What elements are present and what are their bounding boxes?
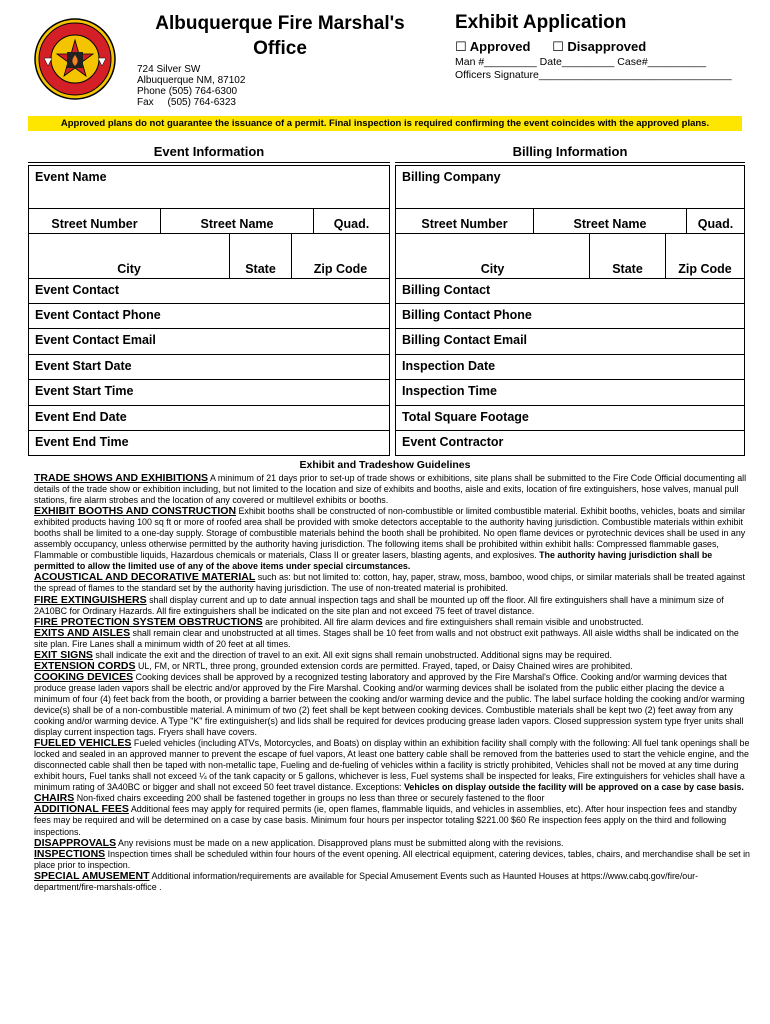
guideline-paragraph [34, 738, 754, 793]
event-start-date-field[interactable] [28, 354, 390, 380]
guideline-heading: EXITS AND AISLES [34, 626, 131, 639]
event-city-field[interactable] [28, 233, 230, 279]
officer-signature-row: Officers Signature_________________________________ [455, 69, 732, 81]
guidelines-body [34, 473, 754, 893]
event-contact-field[interactable] [28, 278, 390, 304]
field-label: Event Name [35, 170, 107, 184]
event-contact-phone-field[interactable] [28, 303, 390, 329]
event-end-time-field[interactable] [28, 430, 390, 456]
permit-notice: Approved plans do not guarantee the issuance of a permit. Final inspection is required confirming the event coincides with the approved plans. [28, 116, 742, 131]
address-line: 724 Silver SW [137, 64, 201, 75]
guideline-heading: INSPECTIONS [34, 847, 106, 860]
event-quad-field[interactable] [313, 208, 390, 234]
guideline-paragraph [34, 473, 754, 506]
application-title: Exhibit Application [455, 12, 627, 33]
field-label: State [612, 262, 643, 276]
guideline-emphasis: Vehicles on display outside the facility will be approved on a case by case basis. [404, 782, 744, 793]
field-label: Event End Time [35, 435, 129, 449]
field-label: City [117, 262, 141, 276]
billing-contact-phone-field[interactable] [395, 303, 745, 329]
guideline-paragraph [34, 572, 754, 594]
event-zip-field[interactable] [291, 233, 390, 279]
billing-street-number-field[interactable] [395, 208, 534, 234]
guideline-text: shall display current and up to date annual inspection tags and shall be mounted up off the floor. All fire extinguishers shall have a minimum size of 2A10BC for Ordinary Hazards. All fire extinguishers shall be indicated on the site plan and not exceed 75 feet of travel distance. [34, 594, 724, 616]
billing-zip-field[interactable] [665, 233, 745, 279]
guideline-text: such as: but not limited to: cotton, hay, paper, straw, moss, bamboo, wood chips, or similar materials shall be treated against the spread of flames to the standard set by the authority having jurisdiction. The use of non-treated material is prohibited. [34, 572, 745, 594]
guideline-text: Cooking devices shall be approved by a recognized testing laboratory and approved by the Fire Marshal's Office. Cooking and/or warming devices that produce grease laden vapors shall be electric and/or approved by the Fire Marshal. Cooking and/or warming devices shall be isolated from the public either placing the device a minimum of four (4) feet back from the booth, or providing a barrier between the cooking and/or warming device and the public. The label surface holding the cooking and/or warming device(s) shall be of a non-combustible material. A minimum of two (2) feet shall be kept between cooking devices. Combustible materials shall be kept two (2) feet away from any cooking and/or warming device. A Type "K" fire extinguisher(s) and lids shall be required for devices producing grease laden vapors. Closed suppression system type fryer units shall display current inspection tags. Fryers shall have covers. [34, 671, 745, 738]
guideline-paragraph [34, 617, 754, 628]
field-label: Quad. [333, 217, 370, 231]
guideline-heading: EXTENSION CORDS [34, 659, 136, 672]
field-label: Billing Company [402, 170, 501, 184]
guideline-paragraph [34, 595, 754, 617]
field-label: State [245, 262, 276, 276]
guideline-paragraph [34, 849, 754, 871]
field-label: Street Name [573, 217, 647, 231]
billing-company-field[interactable] [395, 165, 745, 209]
guideline-text: Non-fixed chairs exceeding 200 shall be fastened together in groups no less than three or securely fastened to the floor [74, 793, 545, 804]
event-start-time-field[interactable] [28, 379, 390, 406]
field-label: Billing Contact Phone [402, 308, 532, 322]
field-label: Event Start Date [35, 359, 132, 373]
guideline-paragraph [34, 793, 754, 804]
approved-label: Approved [469, 39, 531, 54]
field-label: Zip Code [678, 262, 732, 276]
event-contact-email-field[interactable] [28, 328, 390, 355]
guideline-text: UL, FM, or NRTL, three prong, grounded extension cords are permitted. Frayed, taped, or Daisy Chained wires are prohibited. [135, 660, 633, 671]
guideline-paragraph [34, 838, 754, 849]
approval-row [455, 39, 646, 55]
guideline-heading: SPECIAL AMUSEMENT [34, 869, 150, 882]
guideline-heading: EXIT SIGNS [34, 648, 93, 661]
guideline-paragraph [34, 661, 754, 672]
guideline-heading: ACOUSTICAL AND DECORATIVE MATERIAL [34, 571, 256, 584]
field-label: Billing Contact [402, 283, 491, 297]
guidelines-title: Exhibit and Tradeshow Guidelines [299, 459, 471, 471]
fax-line: Fax (505) 764-6323 [137, 97, 236, 108]
guideline-heading: EXHIBIT BOOTHS AND CONSTRUCTION [34, 505, 237, 518]
field-label: Event Contact Email [35, 333, 156, 347]
office-title: Albuquerque Fire Marshal's Office [155, 13, 405, 59]
billing-state-field[interactable] [589, 233, 666, 279]
guideline-emphasis: The authority having jurisdiction shall be permitted to allow the limited use of any of the above items under special circumstances. [34, 550, 713, 572]
guideline-paragraph [34, 628, 754, 650]
guideline-text: Exhibit booths shall be constructed of non-combustible or limited combustible material. Exhibit booths, vehicles, boats and similar exhibited products having 100 sq ft or more of roofed area shall be provided with smoke detectors acceptable to the authority having jurisdiction. Combustible materials within exhibit booths shall be limited to a one-day supply. Storage of combustible materials behind the booth shall be prohibited. No open flame devices or pyrotechnic devices shall be used in any assembly occupancy, unless otherwise permitted by the authority having jurisdiction. The following items shall be prohibited within exhibit halls: Compressed flammable gases, Flammable or combustible liquids, Hazardous chemicals or materials, Class II or greater lasers, blasting agents, and explosives. [34, 506, 746, 561]
billing-contact-email-field[interactable] [395, 328, 745, 355]
field-label: Quad. [697, 217, 734, 231]
office-address [137, 64, 245, 108]
guideline-paragraph [34, 672, 754, 738]
billing-city-field[interactable] [395, 233, 590, 279]
event-info-heading: Event Information [28, 142, 390, 163]
event-end-date-field[interactable] [28, 405, 390, 431]
inspection-time-field[interactable] [395, 379, 745, 406]
disapproved-label: Disapproved [567, 39, 647, 54]
fire-marshal-logo [34, 18, 116, 100]
guideline-paragraph [34, 871, 754, 893]
field-label: Street Name [200, 217, 274, 231]
field-label: Event Contact Phone [35, 308, 161, 322]
guideline-text: are prohibited. All fire alarm devices and fire extinguishers shall remain visible and unobstructed. [262, 616, 644, 627]
guideline-heading: ADDITIONAL FEES [34, 803, 129, 816]
field-label: Event End Date [35, 410, 127, 424]
guideline-text: A minimum of 21 days prior to set-up of trade shows or exhibitions, site plans shall be submitted to the Fire Code Official documenting all details of the trade show or exhibition including, but not limited to the location and size of exhibits and booths, aisle and exits, location of fire extinguishers, hose valves, manual pull stations, fire alarm strobes and the location of any covered or multilevel exhibits or booths. [34, 473, 747, 506]
guideline-paragraph [34, 804, 754, 837]
guideline-text: Inspection times shall be scheduled within four hours of the event opening. All electrical equipment, catering devices, tables, chairs, and merchandise shall be set in place prior to inspection. [34, 848, 750, 870]
event-name-field[interactable] [28, 165, 390, 209]
man-date-case-row: Man #_________ Date_________ Case#__________ [455, 56, 707, 68]
guideline-text: shall remain clear and unobstructed at all times. Stages shall be 10 feet from walls and not obstruct exit pathways. All aisle widths shall be indicated on the site plan. Fire Lanes shall a minimum width of 20 feet at all times. [34, 627, 739, 649]
inspection-date-field[interactable] [395, 354, 745, 380]
field-label: Event Contractor [402, 435, 504, 449]
phone-line: Phone (505) 764-6300 [137, 86, 238, 97]
total-square-footage-field[interactable] [395, 405, 745, 431]
guideline-heading: FIRE EXTINGUISHERS [34, 593, 147, 606]
guideline-heading: DISAPPROVALS [34, 836, 117, 849]
billing-contact-field[interactable] [395, 278, 745, 304]
field-label: Zip Code [313, 262, 368, 276]
disapproved-checkbox[interactable]: ☐ [552, 39, 568, 54]
event-street-name-field[interactable] [160, 208, 314, 234]
billing-info-heading: Billing Information [395, 142, 745, 163]
field-label: Street Number [421, 217, 508, 231]
event-street-number-field[interactable] [28, 208, 161, 234]
field-label: Event Contact [35, 283, 120, 297]
field-label: Street Number [51, 217, 138, 231]
field-label: Event Start Time [35, 384, 134, 398]
field-label: City [480, 262, 505, 276]
guideline-heading: COOKING DEVICES [34, 670, 134, 683]
guideline-text: Fueled vehicles (including ATVs, Motorcycles, and Boats) on display within an exhibition facility shall comply with the following: All fuel tank openings shall be locked and sealed in an approved manner to prevent the escape of fuel vapors, At least one battery cable shall be removed from the batteries used to start the vehicle engine, and the disconnected cable shall then be taped with non-metallic tape, Fueling and de-fueling of vehicles within a facility is strictly prohibited, Vehicles shall not be moved at any time during exhibit hours, Fuel tanks shall not exceed ¼ of the tank capacity or 5 gallons, whichever is less, Fuel systems shall be inspected for leaks, Fire extinguishers for vehicles shall have a minimum rating of 3A40BC or bigger and shall not exceed 50 feet travel distance. Exceptions: [34, 738, 750, 793]
event-state-field[interactable] [229, 233, 292, 279]
guideline-paragraph [34, 506, 754, 572]
field-label: Total Square Footage [402, 410, 529, 424]
billing-quad-field[interactable] [686, 208, 745, 234]
field-label: Inspection Date [402, 359, 496, 373]
event-contractor-field[interactable] [395, 430, 745, 456]
guideline-paragraph [34, 650, 754, 661]
guideline-text: shall indicate the exit and the direction of travel to an exit. All exit signs shall remain unobstructed. Additional signs may be required. [92, 649, 612, 660]
guideline-text: Any revisions must be made on a new application. Disapproved plans must be submitted along with the revisions. [116, 837, 564, 848]
field-label: Inspection Time [402, 384, 497, 398]
guideline-heading: TRADE SHOWS AND EXHIBITIONS [34, 472, 209, 484]
approved-checkbox[interactable]: ☐ [455, 39, 470, 54]
address-line: Albuquerque NM, 87102 [137, 75, 246, 86]
billing-street-name-field[interactable] [533, 208, 687, 234]
guideline-heading: FIRE PROTECTION SYSTEM OBSTRUCTIONS [34, 615, 263, 628]
guideline-heading: FUELED VEHICLES [34, 737, 132, 750]
guideline-text: Additional information/requirements are available for Special Amusement Events such as Haunted Houses at https://www.cabq.gov/fire/our-department/fire-marshals-office . [34, 870, 699, 892]
guideline-heading: CHAIRS [34, 792, 75, 805]
guideline-text: Additional fees may apply for required permits (ie, open flames, flammable liquids, and vehicles in assemblies, etc). After hour inspection fees and standby fees may be required and will be determined on a case by case basis. Minimum four hours per inspector totaling $221.00 $60 Re inspection fees apply on the third and following inspections. [34, 804, 737, 837]
field-label: Billing Contact Email [402, 333, 528, 347]
